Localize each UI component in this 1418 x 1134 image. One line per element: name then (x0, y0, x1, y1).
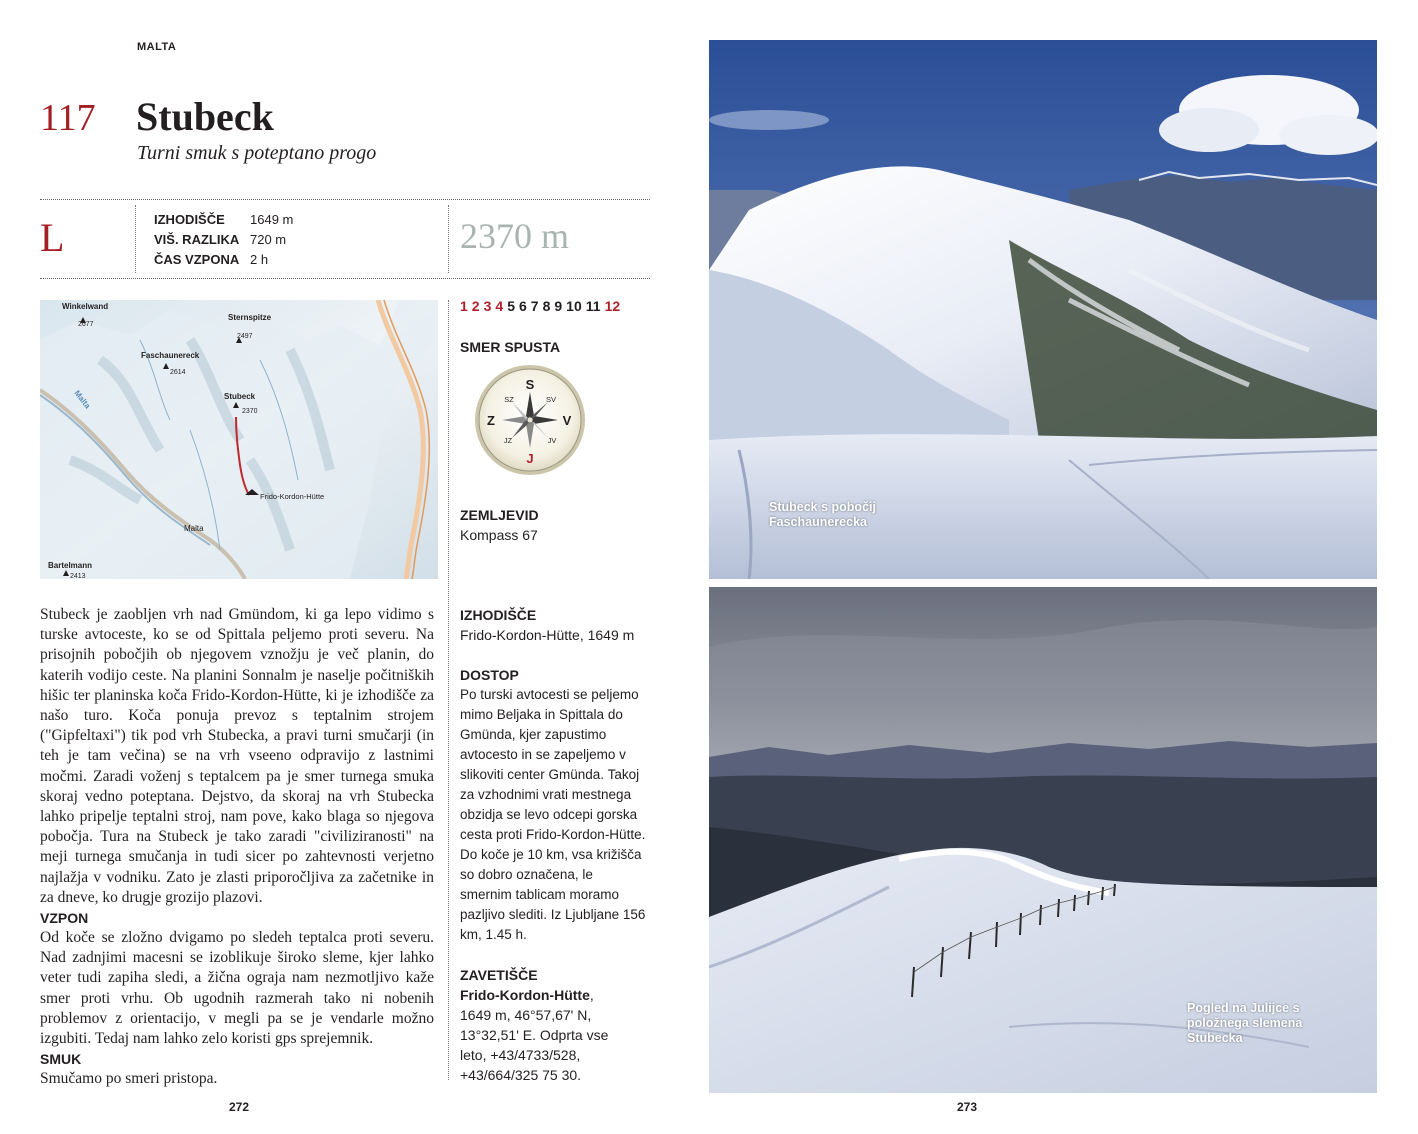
compass-jv: JV (547, 436, 557, 445)
izhodisce-heading: IZHODIŠČE (460, 607, 537, 623)
izhodisce-value: Frido-Kordon-Hütte, 1649 m (460, 627, 635, 643)
compass-j: J (526, 451, 534, 466)
month-3: 3 (483, 298, 492, 314)
map-label-bartelmann: Bartelmann (48, 561, 93, 570)
zemljevid-value: Kompass 67 (460, 527, 538, 543)
smuk-paragraph: Smučamo po smeri pristopa. (40, 1070, 218, 1088)
difficulty-grade: L (40, 215, 65, 260)
caption-top-photo: Stubeck s pobočij Faschaunerecka (769, 500, 876, 529)
compass-sv: SV (545, 395, 557, 404)
intro-paragraph: Stubeck je zaobljen vrh nad Gmündom, ki ga lepo vidimo s turske avtoceste, ko se od Spittala peljemo proti severu. Na prisojnih pobočjih ob njegovem vznožju je več planin, do katerih vodijo ceste. Na planini Sonnalm je naselje počitniških hišic ter planinska koča Frido-Kordon-Hütte, ki je izhodišče za našo turo. Koča ponuja prevoz s teptalnim strojem ("Gipfeltaxi") tik pod vrh Stubecka, a pravi turni smučarji (in teh je tam večina) se na vrh vseeno odpravijo z lastnimi močmi. Zaradi voženj s teptalcem pa je smer turnega smuka skoraj vedno poteptana. Dejstvo, da skoraj na vrh Stubecka lahko pripelje teptalni stroj, nam pove, kako blaga so njegova pobočja. Tura na Stubeck je tako zaradi "civiliziranosti" na meji turnega smučanja in tudi sicer po zahtevnosti verjetno najlažja v vodniku. Zato je zlasti priporočljiva za začetnike in za dneve, ko drugje grozijo plazovi. (40, 606, 434, 906)
tour-number: 117 (40, 97, 96, 139)
month-5: 5 (507, 298, 515, 314)
divider-v1 (135, 205, 136, 273)
map-label-malta-town: Malta (184, 524, 204, 533)
divider-bottom (40, 278, 650, 279)
stat-ascent-time: ČAS VZPONA 2 h (154, 252, 269, 267)
page-number-right: 273 (957, 1100, 978, 1114)
divider-v2 (448, 205, 449, 273)
summit-altitude: 2370 m (460, 216, 570, 256)
dostop-text: Po turski avtocesti se peljemo mimo Beljaka in Spittala do Gmünda, kjer zapustimo avtocesto in se zapeljemo v slikoviti center Gmünda. Takoj za vzhodnimi vrati mestnega obzidja se levo odcepi gorska cesta proti Frido-Kordon-Hütte. Do koče je 10 km, vsa križišča so dobro označena, le smernim tablicam moramo pazljivo slediti. Iz Ljubljane 156 km, 1.45 h. (460, 687, 646, 942)
photo-stubeck-slopes (709, 40, 1377, 579)
month-10: 10 (566, 298, 582, 314)
compass-s: S (525, 377, 535, 392)
month-2: 2 (471, 298, 480, 314)
map-label-sternspitze: Sternspitze (228, 313, 272, 322)
month-9: 9 (554, 298, 563, 314)
zavetisce-details: , 1649 m, 46°57,67' N, 13°32,51' E. Odprta vse leto, +43/4733/528, +43/664/325 75 30. (460, 987, 609, 1083)
compass-icon (472, 364, 588, 476)
tour-title: Stubeck (136, 94, 274, 139)
compass-z: Z (487, 413, 495, 428)
sidebar-divider (448, 300, 449, 1080)
map-label-stubeck-alt: 2370 (242, 408, 258, 415)
zemljevid-heading: ZEMLJEVID (460, 507, 539, 523)
vzpon-heading: VZPON (40, 910, 89, 927)
map-label-stubeck: Stubeck (224, 392, 256, 401)
month-12: 12 (604, 298, 621, 314)
page-number-left: 272 (229, 1100, 250, 1114)
map-label-sternspitze-alt: 2497 (237, 333, 253, 340)
compass-jz: JZ (503, 436, 513, 445)
vzpon-paragraph: Od koče se zložno dvigamo po sledeh teptalca proti severu. Nad zadnjimi macesni se izoblikuje široko sleme, kjer lahko veter tudi zapiha sledi, a žična ograja nam nezmotljivo kaže smer proti vrhu. Ob ugodnih razmerah tako ni nobenih problemov z orientacijo, v megli pa se je vendarle možno izgubiti. Tedaj nam lahko zelo koristi gps sprejemnik. (40, 929, 434, 1048)
compass-sz: SZ (504, 395, 514, 404)
caption-bottom-photo: Pogled na Julijce s položnega slemena Stubecka (1187, 1001, 1303, 1045)
month-6: 6 (518, 298, 527, 314)
map-label-faschaunereck: Faschaunereck (141, 351, 200, 360)
dostop-heading: DOSTOP (460, 667, 519, 683)
stat-elevation-gain: VIŠ. RAZLIKA 720 m (154, 232, 287, 247)
shelter-section (460, 967, 610, 1085)
month-4: 4 (495, 298, 504, 314)
month-11: 11 (585, 298, 601, 314)
access-section (460, 667, 646, 945)
region-label: MALTA (137, 41, 177, 53)
tour-subtitle: Turni smuk s poteptano progo (137, 142, 377, 164)
map-label-bartelmann-alt: 2413 (70, 573, 86, 579)
map-label-winkelwand-alt: 2677 (78, 321, 94, 328)
map-label-hut: Frido-Kordon-Hütte (260, 492, 325, 501)
stat-start: IZHODIŠČE 1649 m (154, 212, 294, 227)
descent-direction-heading: SMER SPUSTA (460, 339, 561, 355)
compass-v: V (562, 413, 572, 428)
zavetisce-heading: ZAVETIŠČE (460, 967, 538, 983)
map-label-winkelwand: Winkelwand (62, 302, 109, 311)
body-text-column (40, 605, 434, 1089)
season-months (460, 298, 624, 316)
month-8: 8 (542, 298, 551, 314)
map-label-faschaunereck-alt: 2614 (170, 369, 186, 376)
starting-point-section (460, 607, 645, 645)
stats-block (154, 210, 293, 270)
map-label-malta-river: Malta (72, 388, 93, 411)
zavetisce-name: Frido-Kordon-Hütte (460, 987, 590, 1003)
month-7: 7 (530, 298, 539, 314)
route-map (40, 300, 438, 579)
month-1: 1 (460, 298, 468, 314)
smuk-heading: SMUK (40, 1051, 82, 1068)
map-reference-section (460, 507, 645, 545)
divider-top (40, 199, 650, 200)
